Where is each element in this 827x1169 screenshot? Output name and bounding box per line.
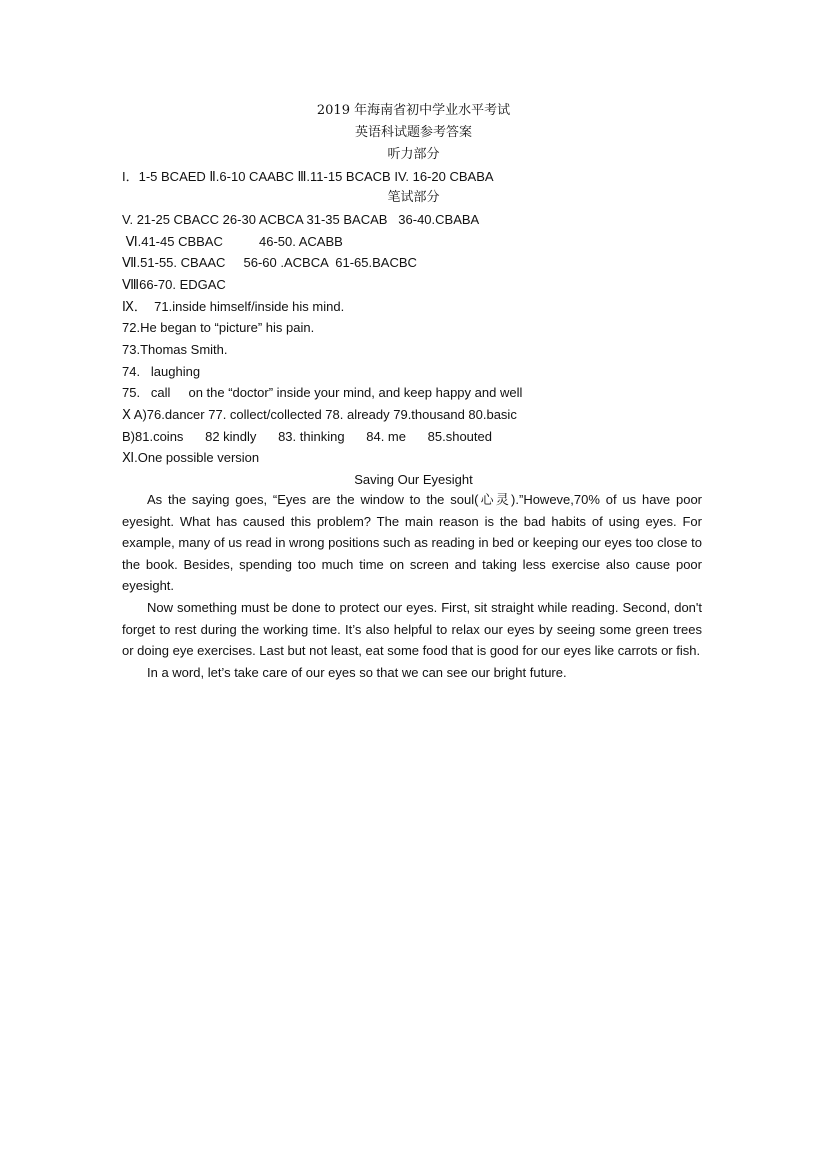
- document-subtitle: 英语科试题参考答案: [354, 125, 472, 140]
- answer-line-v: V. 21-25 CBACC 26-30 ACBCA 31-35 BACAB 36-40.CBABA: [122, 212, 480, 227]
- essay-paragraph-3: In a word, let’s take care of our eyes so that we can see our bright future.: [147, 664, 567, 680]
- document-title: 2019 年海南省初中学业水平考试: [316, 103, 511, 118]
- answer-line-ix-71: Ⅸ． 71.inside himself/inside his mind.: [122, 299, 345, 314]
- answer-line-ix-72: 72.He began to “picture” his pain.: [122, 320, 315, 335]
- answer-line-x-a: Ⅹ A)76.dancer 77. collect/collected 78. already 79.thousand 80.basic: [122, 407, 517, 422]
- answer-line-vi: Ⅵ.41-45 CBBAC 46-50. ACABB: [122, 234, 343, 249]
- section-heading-writing: 笔试部分: [387, 190, 440, 205]
- answer-line-viii: Ⅷ66-70. EDGAC: [122, 277, 226, 292]
- answer-line-ix-74: 74. laughing: [122, 364, 201, 379]
- answer-line-x-b: B)81.coins 82 kindly 83. thinking 84. me 85.shouted: [122, 429, 492, 444]
- answer-line-ix-75: 75. call on the “doctor” inside your mind, and keep happy and well: [122, 385, 523, 400]
- answer-line-ix-73: 73.Thomas Smith.: [122, 342, 228, 357]
- section-heading-listening: 听力部分: [387, 147, 440, 162]
- essay-paragraph-2: Now something must be done to protect our eyes. First, sit straight while reading. Second, don't forget to rest during the working time. It’s also helpful to relax our eyes by seeing some green trees or doing eye exercises. Last but not least, eat some food that is good for our eyes like carrots or fish.: [122, 599, 702, 659]
- answer-line-xi: Ⅺ.One possible version: [122, 450, 260, 465]
- essay-paragraph-1: As the saying goes, “Eyes are the window to the soul(心灵).”Howeve,70% of us have poor eyesight. What has caused this problem? The main reason is the bad habits of using eyes. For example, many of us read in wrong positions such as reading in bed or keeping our eyes too close to the book. Besides, spending too much time on screen and taking less exercise also cause poor eyesight.: [122, 492, 702, 594]
- answer-line-vii: Ⅶ.51-55. CBAAC 56-60 .ACBCA 61-65.BACBC: [122, 255, 417, 270]
- essay-title: Saving Our Eyesight: [354, 472, 473, 487]
- essay-body: [122, 489, 702, 683]
- answer-line-listening: I．1-5 BCAED Ⅱ.6-10 CAABC Ⅲ.11-15 BCACB IV. 16-20 CBABA: [122, 169, 494, 184]
